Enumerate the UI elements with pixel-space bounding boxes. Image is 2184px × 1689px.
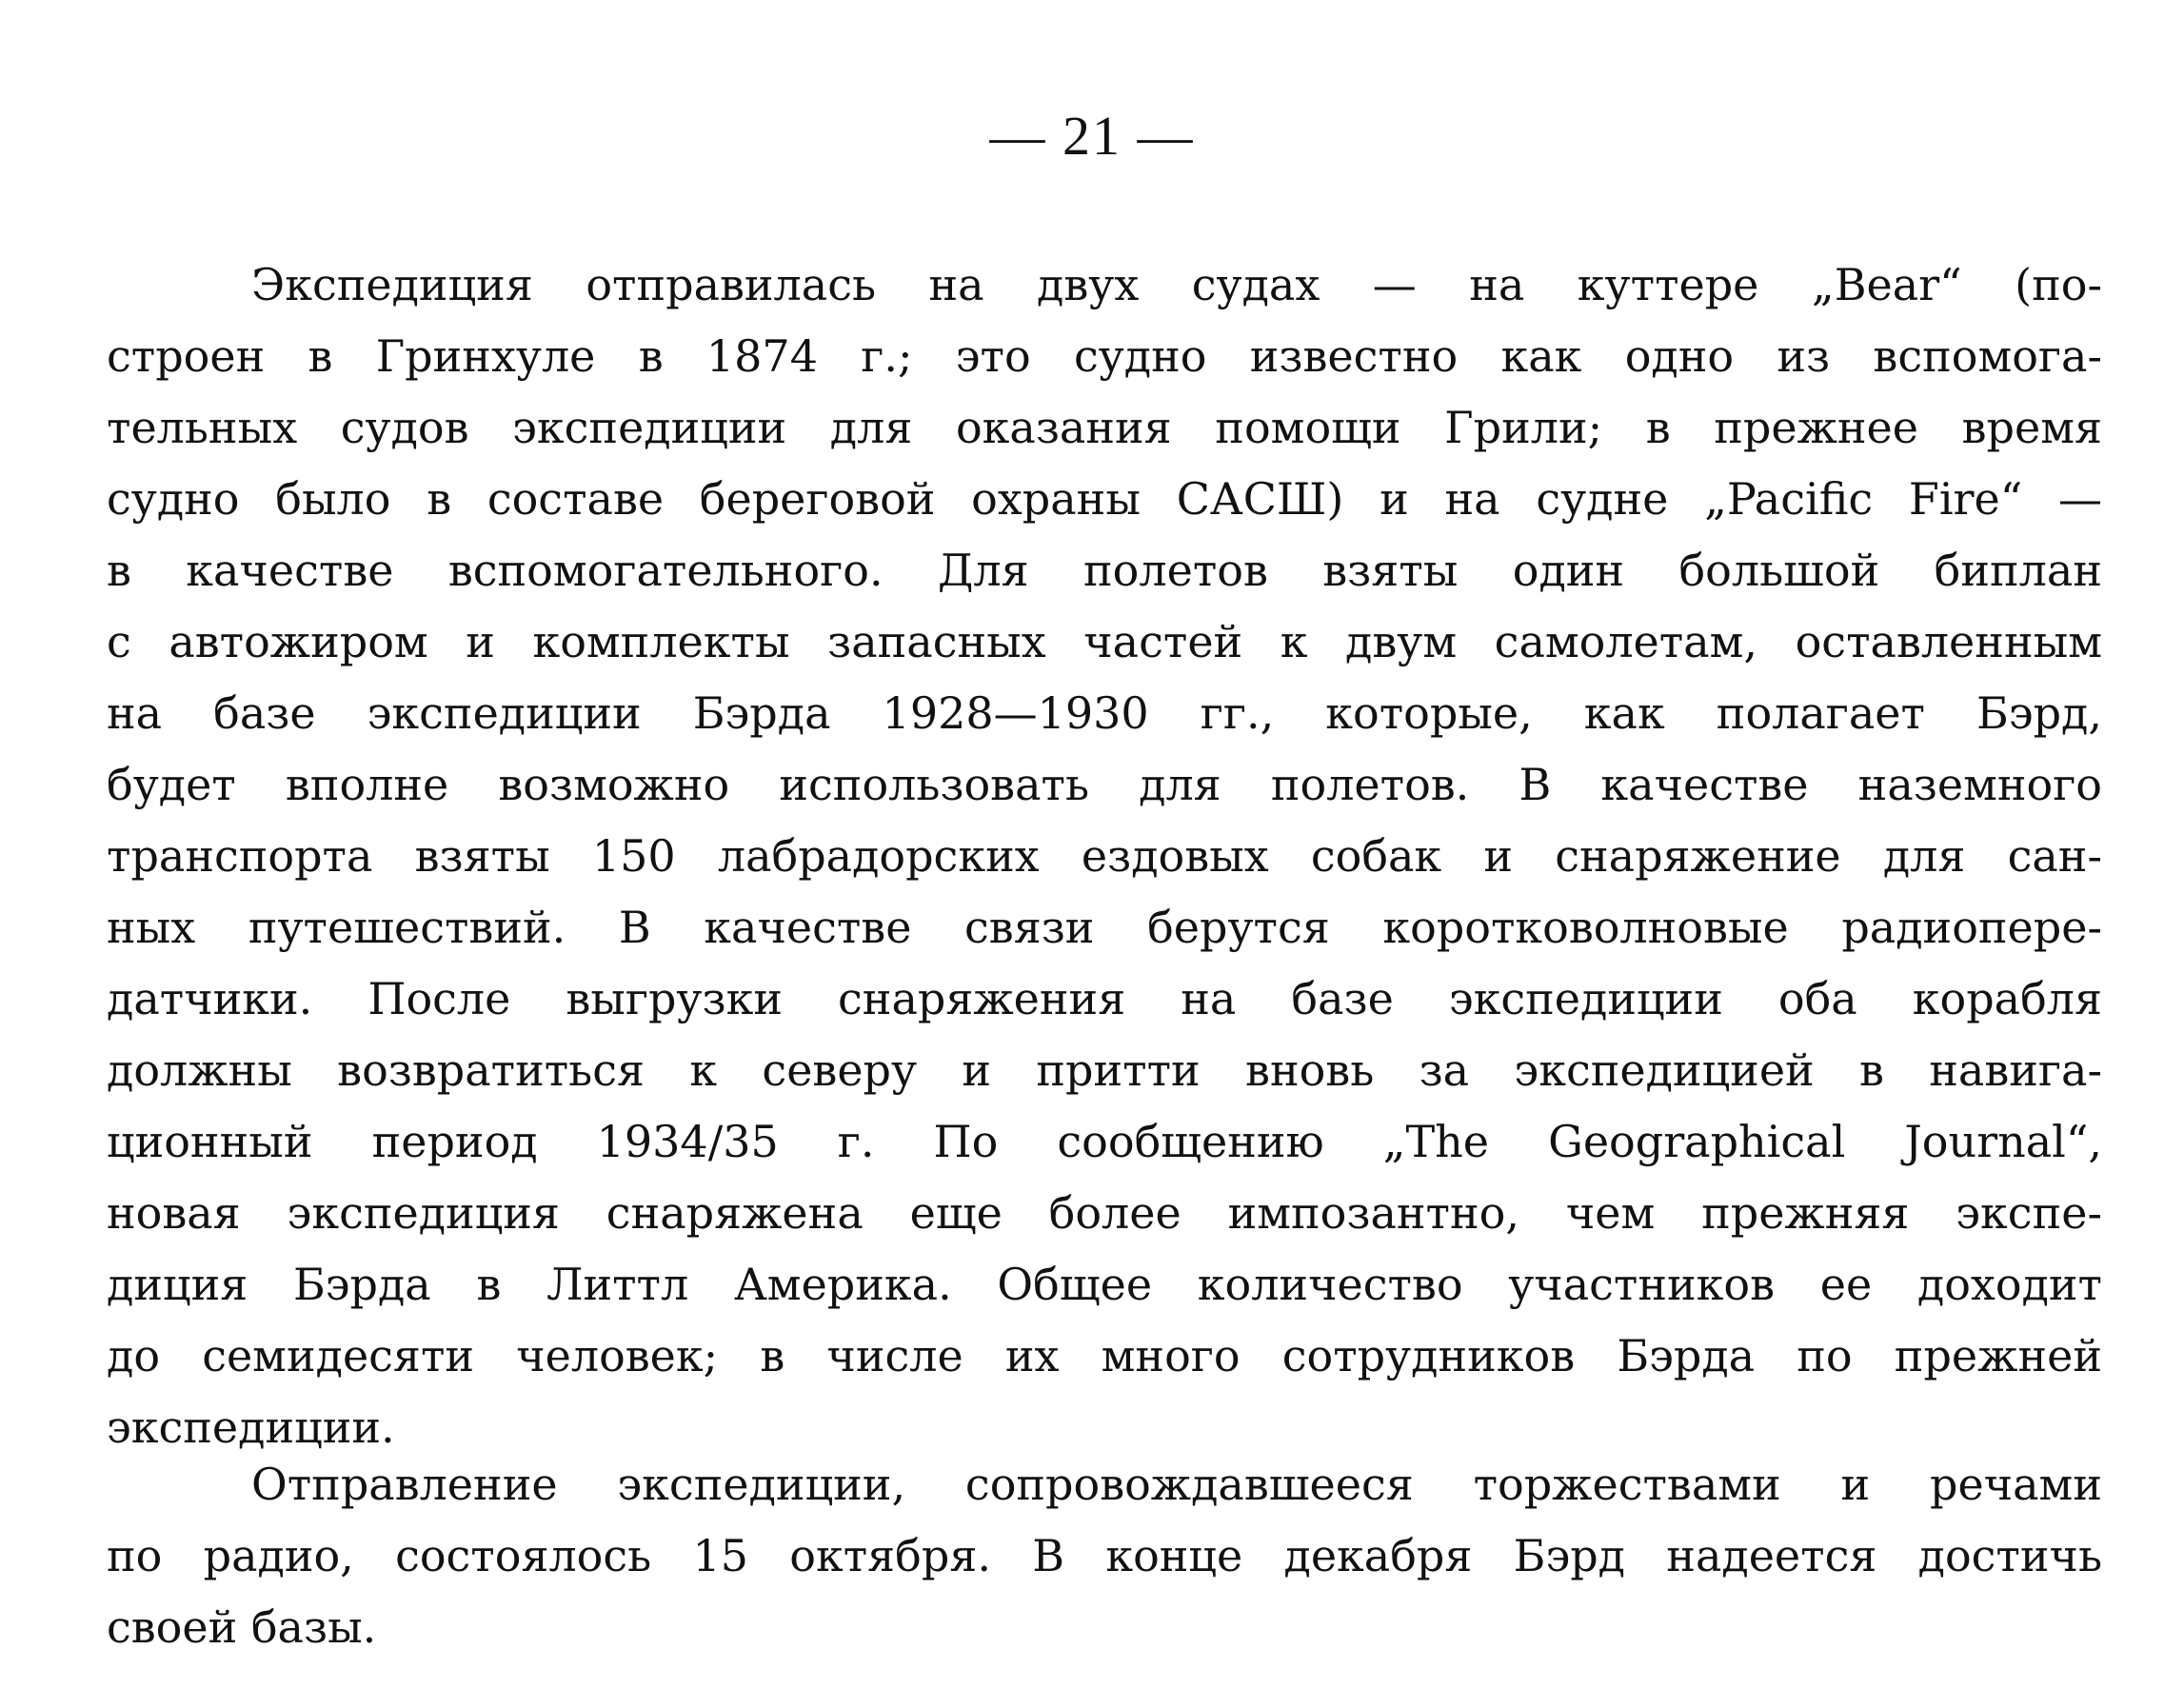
text-line: тельных судов экспедиции для оказания помощи Грили; в прежнее время — [107, 402, 2102, 453]
text-line: ционный период 1934/35 г. По сообщению „The Geographical Journal“, — [107, 1116, 2102, 1167]
text-line: по радио, состоялось 15 октября. В конце декабря Бэрд надеется достичь — [107, 1530, 2102, 1581]
text-line: Экспедиция отправилась на двух судах — на куттере „Bear“ (по- — [251, 259, 2102, 310]
text-line: Отправление экспедиции, сопровождавшееся торжествами и речами — [251, 1459, 2102, 1510]
text-line: ных путешествий. В качестве связи берутся коротковолновые радиопере- — [107, 902, 2102, 953]
paragraph-departure-date — [107, 1449, 2102, 1663]
text-line: экспедиции. — [107, 1401, 395, 1453]
text-line: судно было в составе береговой охраны САСШ) и на судне „Pacific Fire“ — — [107, 473, 2102, 525]
text-line: с автожиром и комплекты запасных частей к двум самолетам, оставленным — [107, 616, 2102, 667]
text-line: до семидесяти человек; в числе их много сотрудников Бэрда по прежней — [107, 1330, 2102, 1381]
text-line: транспорта взяты 150 лабрадорских ездовых собак и снаряжение для сан- — [107, 830, 2102, 882]
text-line: в качестве вспомогательного. Для полетов взяты один большой биплан — [107, 545, 2102, 596]
text-line: новая экспедиция снаряжена еще более импозантно, чем прежняя экспе- — [107, 1187, 2102, 1239]
text-line: диция Бэрда в Литтл Америка. Общее количество участников ее доходит — [107, 1259, 2102, 1310]
text-line: должны возвратиться к северу и притти вновь за экспедицией в навига- — [107, 1044, 2102, 1096]
paragraph-expedition-departure — [107, 249, 2102, 1463]
text-line: на базе экспедиции Бэрда 1928—1930 гг., которые, как полагает Бэрд, — [107, 687, 2102, 739]
text-line: будет вполне возможно использовать для полетов. В качестве наземного — [107, 759, 2102, 810]
page-number: — 21 — — [989, 105, 1195, 167]
text-line: строен в Гринхуле в 1874 г.; это судно известно как одно из вспомога- — [107, 330, 2102, 382]
text-line: своей базы. — [107, 1601, 377, 1653]
text-line: датчики. После выгрузки снаряжения на базе экспедиции оба корабля — [107, 973, 2102, 1024]
